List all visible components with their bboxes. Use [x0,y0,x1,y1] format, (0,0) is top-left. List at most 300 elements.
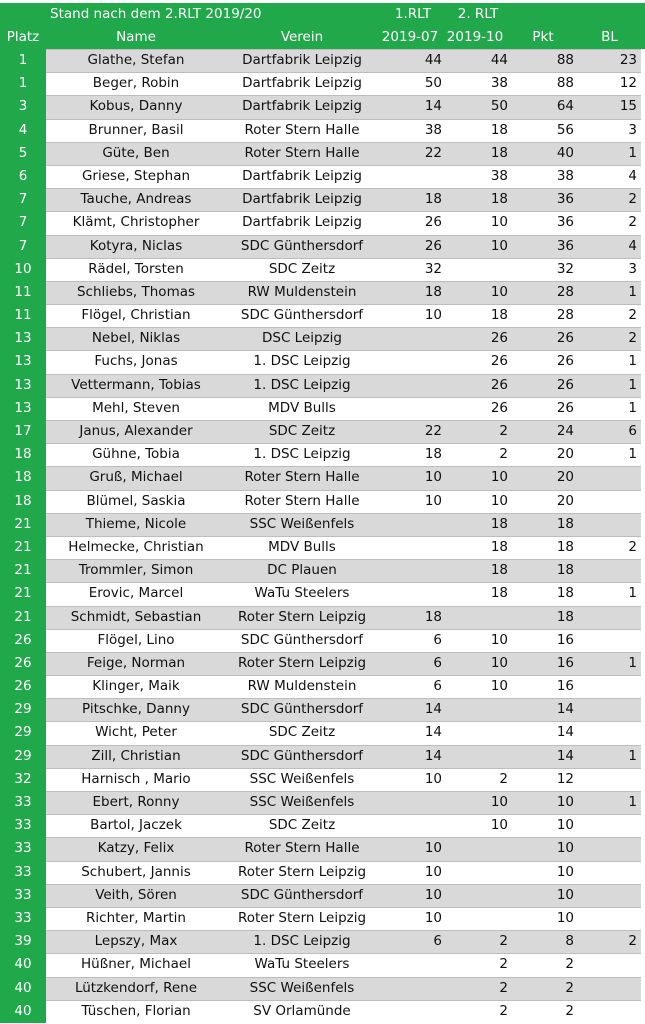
cell-round1: 22 [424,423,442,439]
cell-round1 [378,374,442,397]
cell-platz: 21 [0,536,46,559]
cell-round2 [442,606,508,629]
table-row [0,536,645,559]
cell-bl: 2 [628,933,637,950]
cell-name: Harnisch , Mario [81,770,191,787]
cell-round1: 10 [424,770,442,787]
table-row [0,490,645,513]
cell-bl [574,466,637,489]
cell-verein: Roter Stern Halle [244,144,360,161]
cell-pkt: 10 [556,863,574,880]
table-row [0,188,645,211]
cell-round2: 50 [490,98,508,115]
cell-pkt: 16 [556,678,574,695]
cell-round1: 18 [424,608,442,625]
column-header-platz: Platz [6,29,40,45]
cell-verein: Roter Stern Halle [244,121,360,138]
cell-round2: 18 [490,515,508,532]
cell-name: Hüßner, Michael [81,956,191,973]
table-row [0,582,645,605]
cell-pkt: 36 [556,214,574,231]
header-row-title [0,3,645,26]
cell-platz: 10 [0,258,46,281]
cell-bl [574,907,637,930]
cell-pkt: 10 [556,909,574,926]
cell-round2: 26 [490,353,508,370]
cell-platz: 33 [0,884,46,907]
cell-verein: SDC Zeitz [268,817,336,834]
cell-verein: 1. DSC Leipzig [253,446,351,463]
column-header-verein: Verein [280,29,324,45]
cell-bl: 1 [628,794,637,810]
cell-name: Thieme, Nicole [85,515,187,532]
cell-pkt: 14 [556,747,574,764]
cell-verein: Roter Stern Leipzig [237,654,367,671]
cell-pkt: 32 [556,260,574,277]
cell-bl [574,977,637,1000]
cell-round1 [378,350,442,373]
cell-verein: Roter Stern Leipzig [237,608,367,625]
cell-pkt: 12 [556,770,574,787]
cell-verein: SDC Zeitz [268,724,336,741]
cell-name: Nebel, Niklas [91,330,181,347]
cell-round2: 18 [490,144,508,161]
cell-bl: 1 [628,654,637,671]
cell-pkt: 18 [556,585,574,602]
cell-round1: 10 [424,886,442,903]
cell-bl: 4 [628,237,637,254]
cell-name: Beger, Robin [92,75,180,92]
cell-verein: RW Muldenstein [247,678,357,695]
cell-verein: 1. DSC Leipzig [253,353,351,370]
cell-verein: SSC Weißenfels [249,794,355,810]
cell-round1: 6 [433,933,442,950]
cell-round1 [378,536,442,559]
table-row [0,837,645,860]
cell-bl [574,490,637,513]
cell-round2: 10 [490,237,508,254]
table-row [0,420,645,443]
cell-verein: Roter Stern Leipzig [237,909,367,926]
cell-round1: 44 [424,52,442,68]
column-header-pkt: Pkt [532,29,554,45]
cell-round1: 10 [424,840,442,857]
cell-pkt: 18 [556,608,574,625]
cell-round2: 2 [499,956,508,973]
cell-platz: 21 [0,582,46,605]
cell-bl: 1 [628,376,637,393]
table-row [0,861,645,884]
cell-platz: 13 [0,397,46,420]
cell-verein: WaTu Steelers [254,956,350,973]
table-row [0,142,645,165]
cell-pkt: 26 [556,399,574,416]
cell-platz: 18 [0,490,46,513]
cell-name: Lepszy, Max [94,933,178,950]
cell-round1: 10 [424,909,442,926]
table-row [0,374,645,397]
cell-pkt: 18 [556,538,574,555]
cell-round1: 18 [424,446,442,463]
cell-verein: Dartfabrik Leipzig [242,98,362,115]
cell-pkt: 2 [565,1002,574,1019]
cell-round2: 2 [499,423,508,439]
cell-verein: SDC Zeitz [268,423,336,439]
cell-platz: 33 [0,791,46,814]
cell-verein: SDC Günthersdorf [240,701,364,718]
cell-verein: RW Muldenstein [247,283,357,300]
cell-bl: 6 [628,423,637,439]
cell-name: Mehl, Steven [92,399,180,416]
cell-name: Rädel, Torsten [88,260,184,277]
table-row [0,466,645,489]
standings-table-body [0,49,645,1023]
table-title: Stand nach dem 2.RLT 2019/20 [50,6,262,22]
cell-name: Güte, Ben [102,144,170,161]
cell-round1: 14 [424,98,442,115]
cell-bl: 1 [628,353,637,370]
cell-bl [574,721,637,744]
cell-platz: 29 [0,698,46,721]
cell-name: Gruß, Michael [89,469,183,486]
cell-name: Flögel, Lino [97,631,175,648]
cell-round1: 38 [424,121,442,138]
cell-platz: 13 [0,350,46,373]
cell-name: Ebert, Ronny [92,794,180,810]
cell-round2: 26 [490,399,508,416]
cell-pkt: 18 [556,562,574,579]
cell-verein: Dartfabrik Leipzig [242,52,362,68]
cell-pkt: 10 [556,840,574,857]
table-row [0,95,645,118]
cell-round2 [442,861,508,884]
cell-pkt: 24 [556,423,574,439]
cell-round1 [378,165,442,188]
cell-platz: 33 [0,861,46,884]
cell-round1 [378,513,442,536]
table-row [0,953,645,976]
cell-platz: 21 [0,606,46,629]
table-row [0,977,645,1000]
cell-round1: 10 [424,307,442,324]
cell-bl: 1 [628,283,637,300]
cell-pkt: 14 [556,724,574,741]
table-row [0,721,645,744]
cell-pkt: 10 [556,817,574,834]
cell-round2: 10 [490,654,508,671]
table-row [0,49,645,72]
cell-bl: 4 [628,167,637,184]
header-row-columns [0,26,645,49]
cell-verein: SDC Günthersdorf [240,631,364,648]
table-row [0,119,645,142]
cell-bl [574,1000,637,1023]
table-row [0,258,645,281]
table-row [0,397,645,420]
column-header-bl: BL [601,29,618,45]
cell-platz: 13 [0,374,46,397]
cell-round2: 38 [490,167,508,184]
cell-name: Janus, Alexander [79,423,193,439]
cell-bl: 2 [628,191,637,208]
cell-verein: SSC Weißenfels [249,515,355,532]
cell-round1 [378,814,442,837]
cell-round2: 10 [490,214,508,231]
cell-pkt: 18 [556,515,574,532]
cell-name: Helmecke, Christian [68,538,204,555]
cell-platz: 11 [0,304,46,327]
cell-round1: 18 [424,191,442,208]
cell-bl [574,675,637,698]
cell-name: Kotyra, Niclas [89,237,183,254]
cell-round2: 44 [490,52,508,68]
cell-name: Feige, Norman [86,654,186,671]
cell-round1: 6 [433,654,442,671]
cell-verein: SDC Günthersdorf [240,886,364,903]
cell-round2: 10 [490,492,508,509]
cell-platz: 7 [0,235,46,258]
cell-round1 [378,327,442,350]
table-row [0,304,645,327]
cell-round2: 10 [490,794,508,810]
cell-name: Schliebs, Thomas [76,283,196,300]
column-header-round1: 2019-07 [381,29,439,45]
table-row [0,606,645,629]
cell-pkt: 8 [565,933,574,950]
cell-pkt: 28 [556,307,574,324]
cell-platz: 29 [0,745,46,768]
cell-bl: 1 [628,144,637,161]
cell-pkt: 26 [556,353,574,370]
cell-round2: 2 [499,1002,508,1019]
cell-round1: 10 [424,469,442,486]
cell-bl: 2 [628,330,637,347]
cell-pkt: 36 [556,237,574,254]
cell-bl: 2 [628,538,637,555]
cell-bl [574,837,637,860]
cell-bl: 1 [628,446,637,463]
cell-name: Tüschen, Florian [81,1002,191,1019]
table-row [0,884,645,907]
cell-name: Kobus, Danny [89,98,183,115]
cell-name: Trommler, Simon [78,562,194,579]
cell-name: Klinger, Maik [92,678,180,695]
cell-name: Fuchs, Jonas [94,353,178,370]
cell-round2: 26 [490,376,508,393]
cell-platz: 26 [0,652,46,675]
cell-name: Richter, Martin [86,909,186,926]
cell-round2: 2 [499,979,508,996]
cell-name: Veith, Sören [95,886,177,903]
cell-name: Katzy, Felix [97,840,175,857]
cell-bl [574,606,637,629]
cell-pkt: 14 [556,701,574,718]
cell-verein: MDV Bulls [268,399,336,416]
cell-pkt: 40 [556,144,574,161]
cell-pkt: 36 [556,191,574,208]
cell-round2: 10 [490,283,508,300]
cell-round2: 18 [490,538,508,555]
cell-platz: 21 [0,513,46,536]
cell-platz: 26 [0,675,46,698]
cell-bl [574,513,637,536]
cell-round2: 18 [490,562,508,579]
table-row [0,907,645,930]
table-row [0,768,645,791]
cell-round2: 2 [499,446,508,463]
cell-bl [574,559,637,582]
cell-round2: 18 [490,585,508,602]
cell-bl: 2 [628,214,637,231]
cell-round1 [378,953,442,976]
cell-platz: 39 [0,930,46,953]
cell-round1: 22 [424,144,442,161]
table-row [0,652,645,675]
cell-verein: DSC Leipzig [262,330,342,347]
cell-platz: 17 [0,420,46,443]
cell-name: Vettermann, Tobias [71,376,201,393]
cell-pkt: 26 [556,330,574,347]
cell-round2: 10 [490,631,508,648]
cell-verein: Roter Stern Leipzig [237,863,367,880]
cell-round1: 14 [424,747,442,764]
cell-name: Klämt, Christopher [72,214,200,231]
cell-round2 [442,837,508,860]
cell-bl [574,629,637,652]
round1-label: 1.RLT [394,6,432,22]
cell-pkt: 2 [565,956,574,973]
table-row [0,443,645,466]
cell-bl [574,861,637,884]
cell-round2 [442,907,508,930]
cell-verein: Dartfabrik Leipzig [242,191,362,208]
cell-round2: 38 [490,75,508,92]
cell-round1 [378,397,442,420]
cell-verein: SV Orlamünde [253,1002,351,1019]
cell-name: Bartol, Jaczek [90,817,182,834]
cell-bl [574,884,637,907]
cell-verein: Dartfabrik Leipzig [242,167,362,184]
cell-verein: Roter Stern Halle [244,492,360,509]
cell-round1: 32 [424,260,442,277]
cell-pkt: 20 [556,469,574,486]
cell-round1: 10 [424,863,442,880]
cell-name: Glathe, Stefan [87,52,185,68]
cell-platz: 18 [0,466,46,489]
cell-bl: 2 [628,307,637,324]
cell-platz: 11 [0,281,46,304]
cell-round1: 14 [424,701,442,718]
cell-platz: 18 [0,443,46,466]
cell-verein: SDC Günthersdorf [240,237,364,254]
cell-pkt: 10 [556,886,574,903]
cell-bl: 23 [619,52,637,68]
cell-round2: 2 [499,770,508,787]
table-row [0,791,645,814]
cell-round2: 18 [490,191,508,208]
table-row [0,327,645,350]
cell-verein: MDV Bulls [268,538,336,555]
cell-pkt: 2 [565,979,574,996]
cell-bl [574,814,637,837]
table-row [0,559,645,582]
cell-platz: 33 [0,814,46,837]
cell-platz: 33 [0,907,46,930]
table-row [0,629,645,652]
cell-pkt: 56 [556,121,574,138]
cell-verein: 1. DSC Leipzig [253,376,351,393]
table-row [0,814,645,837]
cell-bl [574,768,637,791]
cell-pkt: 10 [556,794,574,810]
cell-platz: 40 [0,1000,46,1023]
cell-verein: Roter Stern Halle [244,840,360,857]
cell-platz: 29 [0,721,46,744]
cell-verein: WaTu Steelers [254,585,350,602]
cell-verein: DC Plauen [267,562,337,579]
cell-platz: 40 [0,977,46,1000]
cell-round2 [442,884,508,907]
cell-name: Schmidt, Sebastian [70,608,202,625]
cell-round2 [442,745,508,768]
cell-bl: 3 [628,260,637,277]
cell-name: Blümel, Saskia [86,492,186,509]
cell-round1: 6 [433,678,442,695]
cell-platz: 26 [0,629,46,652]
column-header-round2: 2019-10 [446,29,504,45]
cell-bl: 1 [628,585,637,602]
cell-name: Zill, Christian [91,747,181,764]
cell-platz: 13 [0,327,46,350]
round2-label: 2. RLT [457,6,499,22]
cell-round2: 10 [490,817,508,834]
cell-name: Flögel, Christian [81,307,191,324]
cell-name: Wicht, Peter [95,724,177,741]
cell-name: Erovic, Marcel [88,585,184,602]
cell-verein: Dartfabrik Leipzig [242,75,362,92]
cell-platz: 6 [0,165,46,188]
cell-bl: 12 [619,75,637,92]
cell-verein: SSC Weißenfels [249,770,355,787]
cell-platz: 4 [0,119,46,142]
table-row [0,165,645,188]
cell-pkt: 88 [556,75,574,92]
cell-round1: 26 [424,237,442,254]
cell-name: Griese, Stephan [81,167,191,184]
cell-round1: 18 [424,283,442,300]
table-row [0,1000,645,1023]
cell-pkt: 20 [556,446,574,463]
cell-platz: 7 [0,188,46,211]
cell-name: Tauche, Andreas [80,191,192,208]
table-row [0,698,645,721]
cell-verein: SDC Günthersdorf [240,307,364,324]
cell-name: Schubert, Jannis [81,863,191,880]
cell-pkt: 26 [556,376,574,393]
cell-round1: 26 [424,214,442,231]
cell-name: Pitschke, Danny [82,701,190,718]
cell-pkt: 64 [556,98,574,115]
cell-round2: 10 [490,678,508,695]
cell-name: Lützkendorf, Rene [74,979,198,996]
cell-bl [574,953,637,976]
cell-bl [574,698,637,721]
table-row [0,281,645,304]
cell-round1 [378,559,442,582]
cell-round2: 18 [490,121,508,138]
cell-bl: 3 [628,121,637,138]
table-row [0,675,645,698]
